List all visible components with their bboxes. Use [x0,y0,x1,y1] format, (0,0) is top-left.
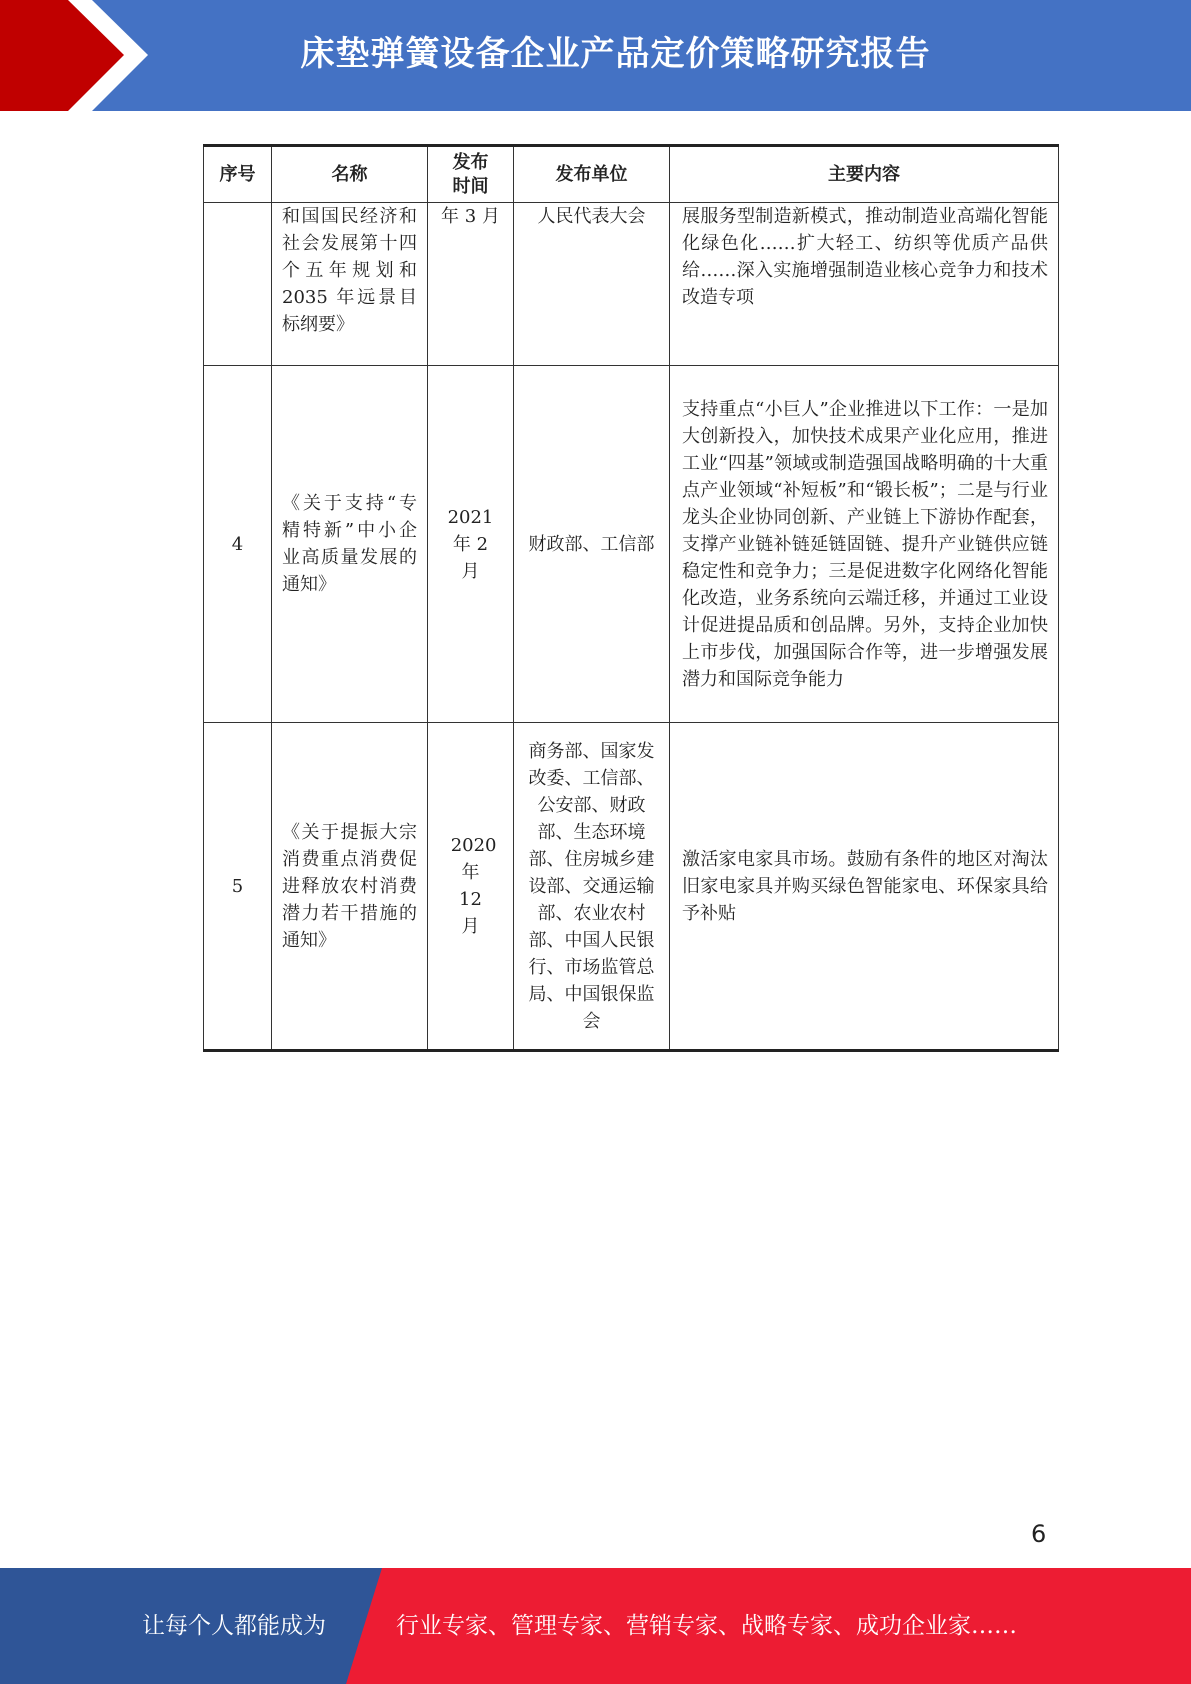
column-header-index: 序号 [204,146,272,203]
table-row [204,203,1059,366]
footer-slogan-left: 让每个人都能成为 [142,1613,326,1639]
header-banner [0,0,1191,111]
row-content: 展服务型制造新模式，推动制造业高端化智能化绿色化……扩大轻工、纺织等优质产品供给……深入实施增强制造业核心竞争力和技术改造专项 [670,203,1059,366]
row-content: 支持重点“小巨人”企业推进以下工作：一是加大创新投入，加快技术成果产业化应用，推进工业“四基”领域或制造强国战略明确的十大重点产业领域“补短板”和“锻长板”；二是与行业龙头企业协同创新、产业链上下游协作配套，支撑产业链补链延链固链、提升产业链供应链稳定性和竞争力；三是促进数字化网络化智能化改造，业务系统向云端迁移，并通过工业设计促进提品质和创品牌。另外，支持企业加快上市步伐，加强国际合作等，进一步增强发展潜力和国际竞争能力 [670,366,1059,723]
column-header-date: 发布时间 [428,146,514,203]
report-title: 床垫弹簧设备企业产品定价策略研究报告 [300,34,931,74]
header-arrow-decoration [0,0,260,111]
row-index: 4 [204,366,272,723]
row-issuer: 人民代表大会 [514,203,670,366]
row-date: 2020 年 12 月 [428,723,514,1051]
row-issuer: 财政部、工信部 [514,366,670,723]
row-name: 和国国民经济和社会发展第十四个五年规划和 2035 年远景目标纲要》 [272,203,428,366]
row-index: 5 [204,723,272,1051]
page-number: 6 [1031,1520,1047,1548]
row-date: 2021 年 2 月 [428,366,514,723]
table-row [204,723,1059,1051]
row-issuer: 商务部、国家发改委、工信部、公安部、财政部、生态环境部、住房城乡建设部、交通运输部、农业农村部、中国人民银行、市场监管总局、中国银保监会 [514,723,670,1051]
row-content: 激活家电家具市场。鼓励有条件的地区对淘汰旧家电家具并购买绿色智能家电、环保家具给予补贴 [670,723,1059,1051]
row-index [204,203,272,366]
policy-table-container [203,144,1058,1052]
row-date: 年 3 月 [428,203,514,366]
row-name: 《关于支持“专精特新”中小企业高质量发展的通知》 [272,366,428,723]
column-header-content: 主要内容 [670,146,1059,203]
column-header-name: 名称 [272,146,428,203]
policy-table [203,144,1059,1052]
table-row [204,366,1059,723]
column-header-issuer: 发布单位 [514,146,670,203]
table-header-row [204,146,1059,203]
row-name: 《关于提振大宗消费重点消费促进释放农村消费潜力若干措施的通知》 [272,723,428,1051]
footer-banner [0,1568,1191,1684]
footer-slogan-right: 行业专家、管理专家、营销专家、战略专家、成功企业家…… [396,1613,1017,1639]
